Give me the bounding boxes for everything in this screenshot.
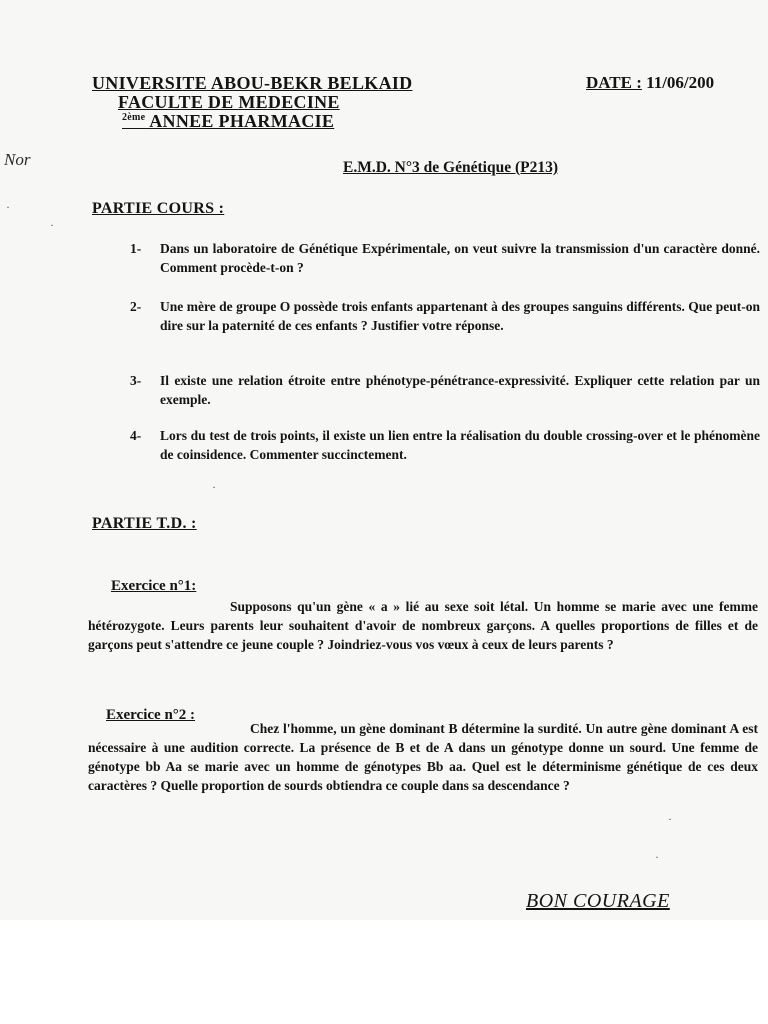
scan-speck: · (212, 480, 216, 494)
exercise-1-text (88, 597, 758, 654)
scan-speck: · (668, 812, 672, 826)
question-1 (130, 239, 760, 277)
scan-speck: · (6, 200, 10, 214)
date-label: DATE : (586, 73, 642, 92)
year-rest: ANNEE PHARMACIE (145, 111, 335, 131)
exam-title: E.M.D. N°3 de Génétique (P213) (343, 159, 558, 176)
year-program (122, 112, 412, 131)
question-text: Lors du test de trois points, il existe un lien entre la réalisation du double crossing-over et le phénomène de coinsidence. Commenter succinctement. (160, 428, 760, 462)
year-sup: 2ème (122, 112, 146, 123)
exercise-2-text (88, 719, 758, 795)
question-text: Il existe une relation étroite entre phénotype-pénétrance-expressivité. Expliquer cette relation par un exemple. (160, 373, 760, 407)
date-value: 11/06/200 (641, 73, 715, 92)
question-number: 3- (130, 373, 142, 388)
section-cours-heading: PARTIE COURS : (92, 200, 225, 217)
university-name: UNIVERSITE ABOU-BEKR BELKAID (92, 73, 413, 93)
question-3 (130, 371, 760, 409)
institution-header (92, 74, 412, 131)
question-4 (130, 426, 760, 464)
closing-message: BON COURAGE (526, 890, 670, 912)
scan-speck: · (655, 850, 659, 864)
question-number: 2- (130, 299, 142, 314)
exercise-body: Chez l'homme, un gène dominant B détermine la surdité. Un autre gène dominant A est nécessaire à une audition correcte. La présence de B et de A dans un génotype donne un sourd. Une femme de génotype bb Aa se marie avec un homme de génotypes Bb aa. Quel est le déterminisme génétique de ces deux caractères ? Quelle proportion de sourds obtiendra ce couple dans sa descendance ? (88, 721, 758, 793)
exercise-1-title: Exercice n°1: (111, 578, 197, 594)
handwritten-note: Nor (4, 150, 31, 169)
scan-speck: · (50, 218, 54, 232)
exercise-2-title: Exercice n°2 : (106, 707, 196, 723)
question-text: Une mère de groupe O possède trois enfants appartenant à des groupes sanguins différents. Que peut-on dire sur la paternité de ces enfants ? Justifier votre réponse. (160, 299, 760, 333)
question-text: Dans un laboratoire de Génétique Expérimentale, on veut suivre la transmission d'un caractère donné. Comment procède-t-on ? (160, 241, 760, 275)
question-number: 4- (130, 428, 142, 443)
question-number: 1- (130, 241, 142, 256)
exercise-body: Supposons qu'un gène « a » lié au sexe soit létal. Un homme se marie avec une femme hétérozygote. Leurs parents leur souhaitent d'avoir de nombreux garçons. A quelles proportions de filles et de garçons peut s'attendre ce jeune couple ? Joindriez-vous vos vœux à ceux de leurs parents ? (88, 599, 758, 652)
exam-date (586, 73, 714, 93)
section-td-heading: PARTIE T.D. : (92, 515, 197, 532)
question-2 (130, 297, 760, 335)
faculty-name: FACULTE DE MEDECINE (118, 92, 340, 112)
